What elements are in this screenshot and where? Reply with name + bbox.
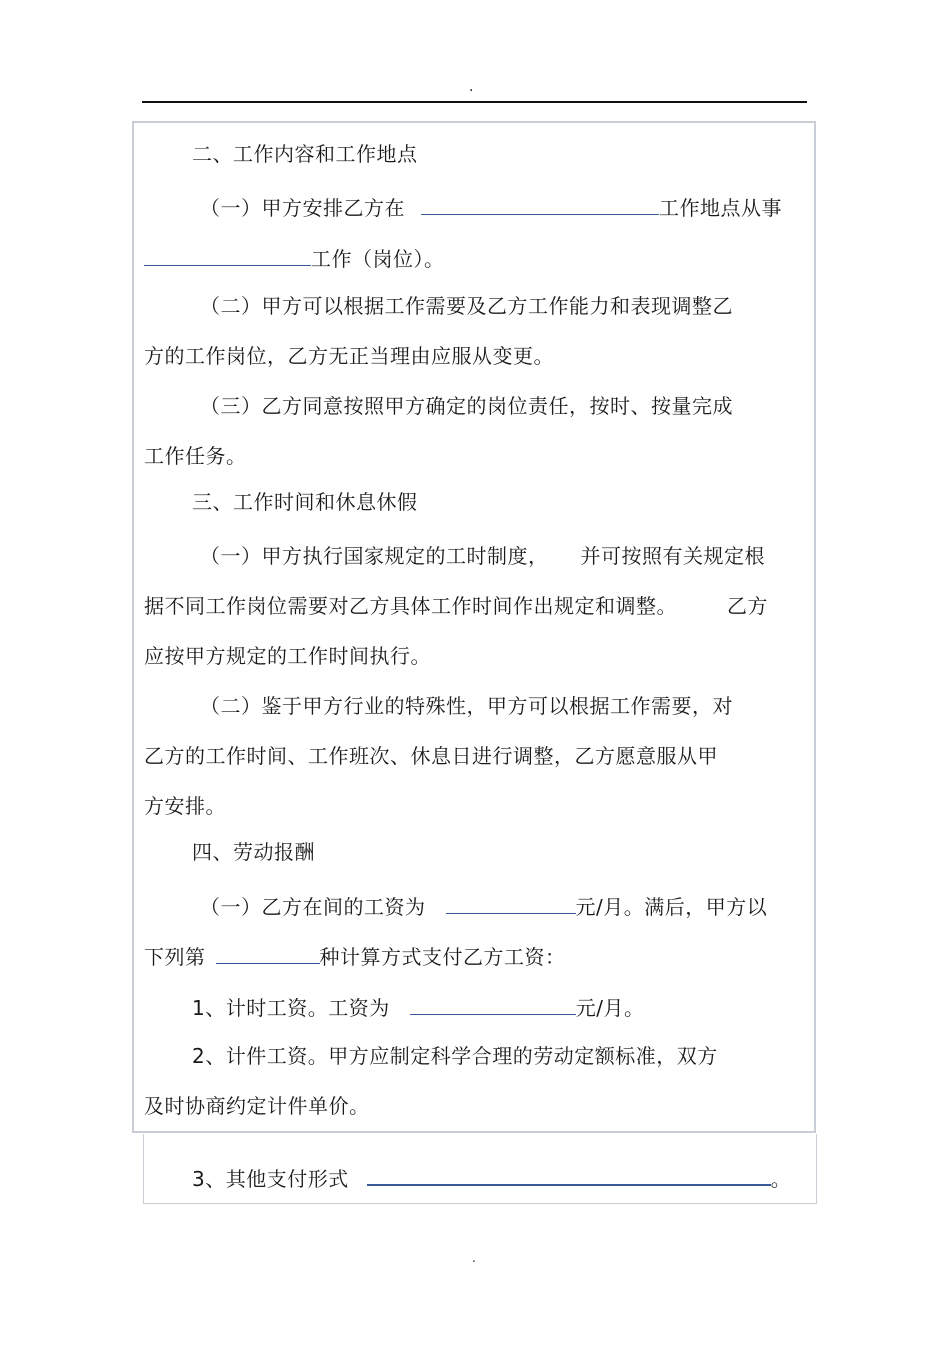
header-rule [142, 101, 807, 103]
blank-probation-wage [446, 893, 576, 914]
text-segment: （一）甲方安排乙方在 [200, 196, 405, 220]
text-segment: 乙方 [727, 594, 768, 618]
blank-other-payment [367, 1164, 771, 1186]
paragraph-line: 及时协商约定计件单价。 [144, 1094, 370, 1118]
paragraph-line [144, 594, 768, 618]
blank-payment-method [216, 943, 320, 964]
contract-text-frame [132, 121, 816, 1133]
text-segment: 工作地点从事 [659, 196, 782, 220]
paragraph-line: 2、计件工资。甲方应制定科学合理的劳动定额标准，双方 [192, 1044, 718, 1068]
text-segment: （一）乙方在间的工资为 [200, 895, 426, 919]
text-segment: 并可按照有关规定根 [580, 544, 765, 568]
paragraph-line: 方的工作岗位，乙方无正当理由应服从变更。 [144, 344, 554, 368]
paragraph-line: （三）乙方同意按照甲方确定的岗位责任，按时、按量完成 [200, 394, 733, 418]
text-segment: 种计算方式支付乙方工资： [319, 945, 566, 969]
text-segment: 工作（岗位）。 [311, 247, 445, 271]
footer-mark: . [472, 1251, 476, 1265]
paragraph-line: 方安排。 [144, 794, 226, 818]
text-segment: 。 [770, 1167, 792, 1191]
blank-hourly-wage [410, 994, 576, 1015]
section-heading-working-hours: 三、工作时间和休息休假 [192, 490, 418, 514]
blank-job-position [144, 245, 311, 266]
text-segment: 元/月。满后，甲方以 [575, 895, 768, 919]
paragraph-line: 应按甲方规定的工作时间执行。 [144, 644, 431, 668]
paragraph-line [200, 893, 767, 919]
section-heading-work-content: 二、工作内容和工作地点 [192, 142, 418, 166]
text-segment: 1、计时工资。工资为 [192, 996, 390, 1020]
section-heading-remuneration: 四、劳动报酬 [192, 840, 315, 864]
paragraph-line [192, 994, 644, 1020]
paragraph-line [200, 544, 765, 568]
blank-workplace [421, 194, 659, 215]
paragraph-line [200, 194, 782, 220]
header-mark: . [469, 79, 474, 95]
paragraph-line [144, 245, 445, 271]
text-segment: 下列第 [144, 945, 206, 969]
paragraph-line: （二）鉴于甲方行业的特殊性，甲方可以根据工作需要，对 [200, 694, 733, 718]
text-segment: 元/月。 [575, 996, 645, 1020]
text-segment: （一）甲方执行国家规定的工时制度， [200, 544, 549, 568]
paragraph-line: 乙方的工作时间、工作班次、休息日进行调整，乙方愿意服从甲 [144, 744, 718, 768]
paragraph-line: （二）甲方可以根据工作需要及乙方工作能力和表现调整乙 [200, 294, 733, 318]
text-segment: 3、其他支付形式 [192, 1167, 349, 1191]
paragraph-line [144, 943, 566, 969]
paragraph-line: 工作任务。 [144, 444, 247, 468]
text-segment: 据不同工作岗位需要对乙方具体工作时间作出规定和调整。 [144, 594, 677, 618]
paragraph-line [192, 1164, 791, 1191]
